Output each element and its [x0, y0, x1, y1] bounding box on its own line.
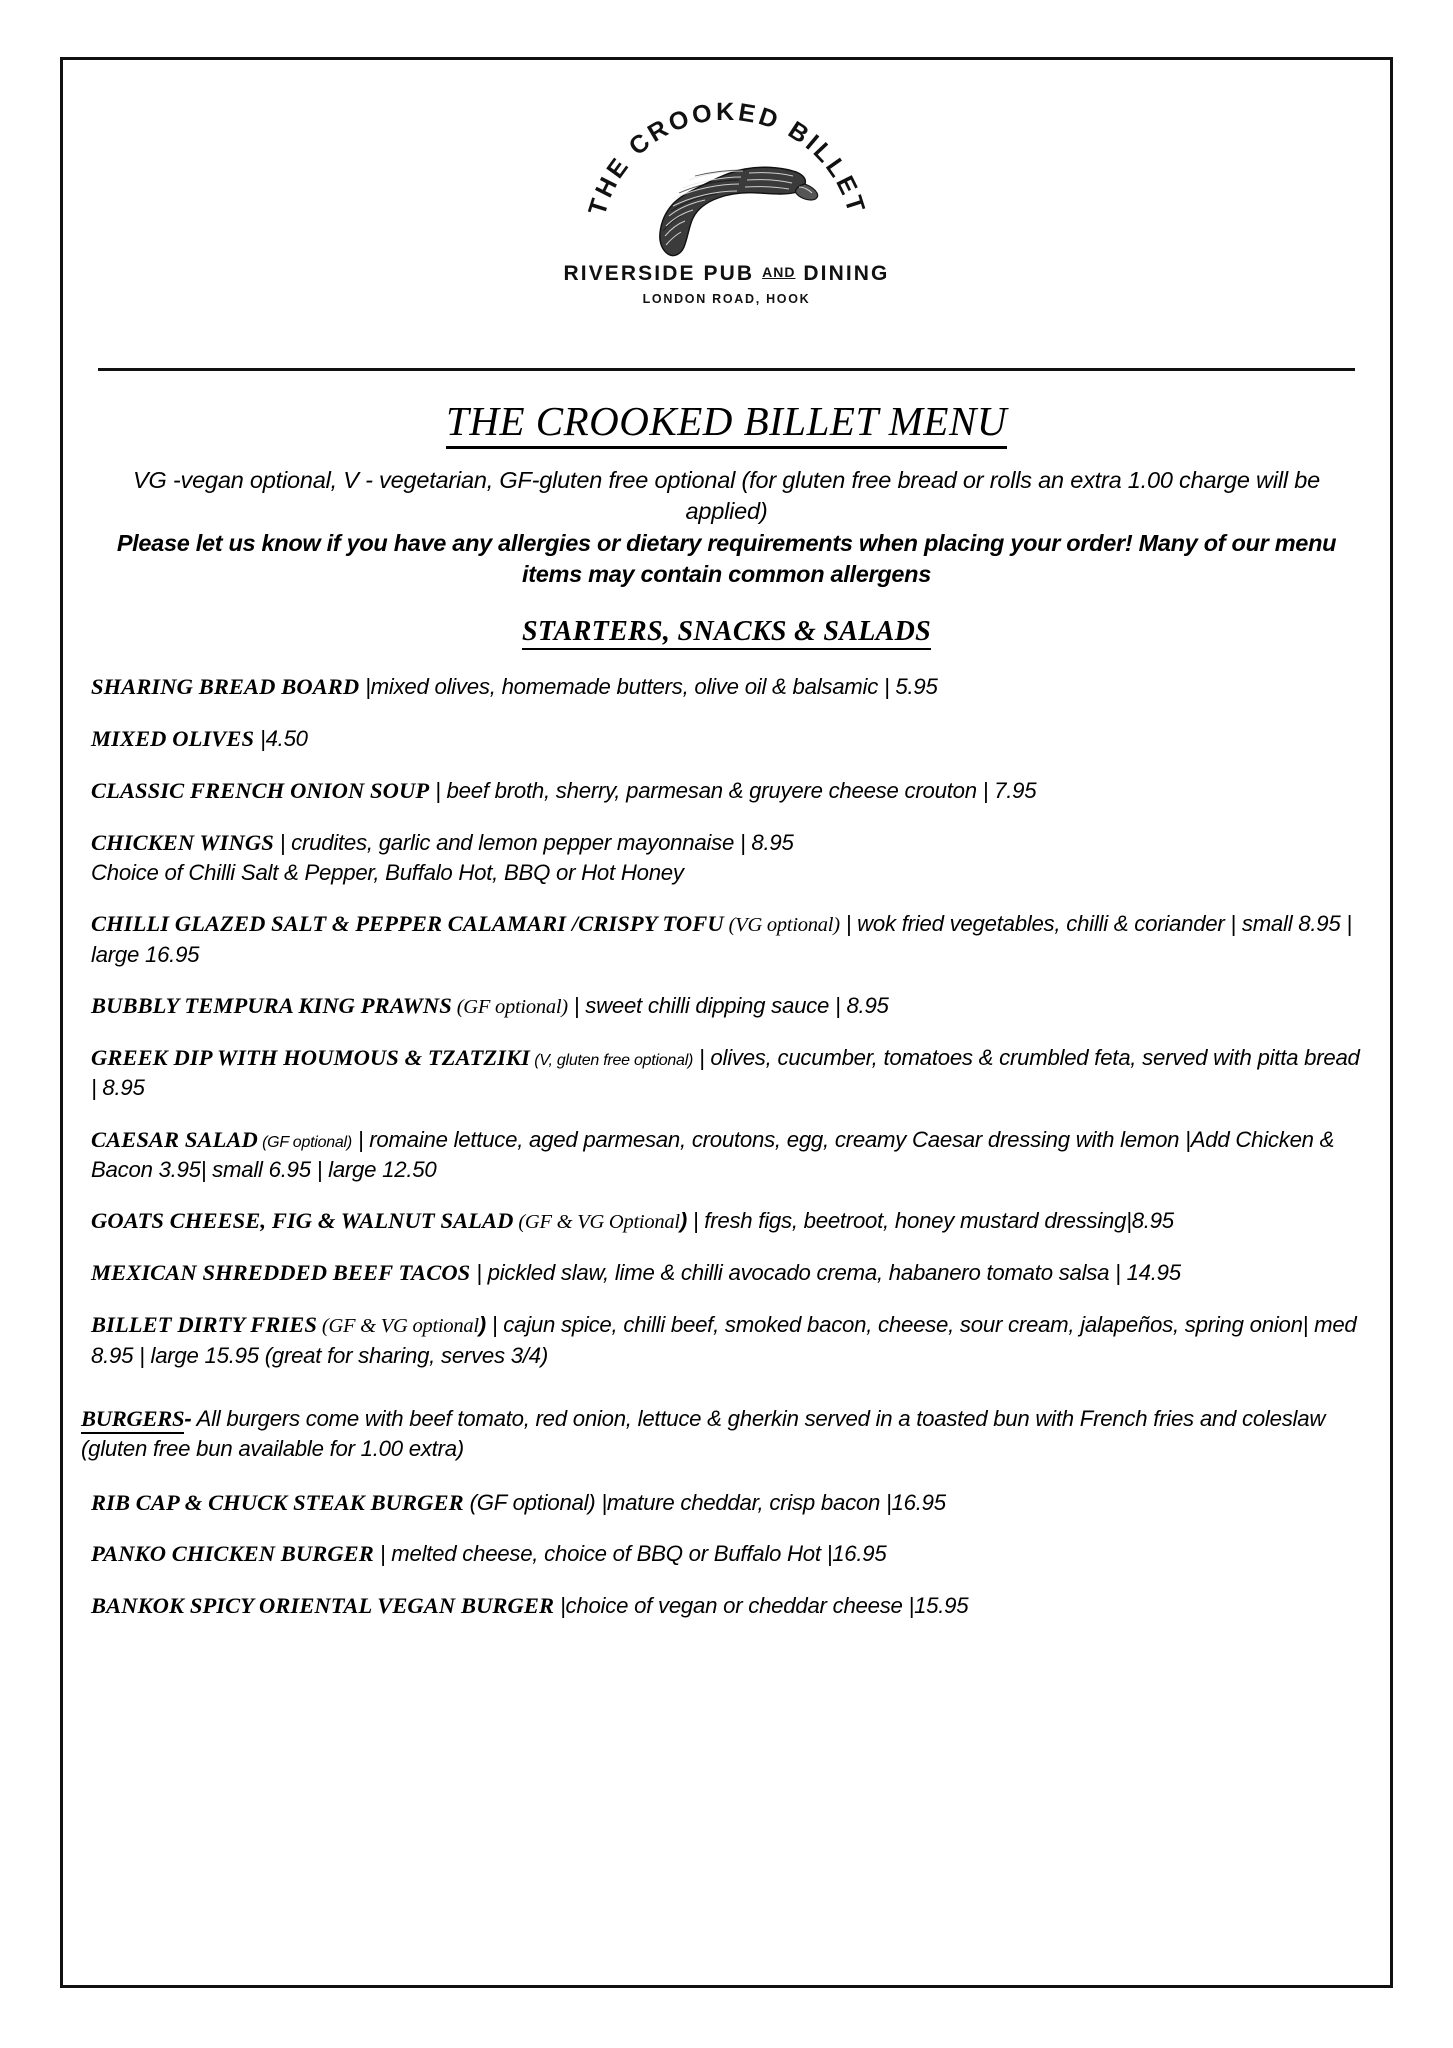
restaurant-logo	[81, 60, 1372, 358]
menu-item-desc: |4.50	[254, 725, 308, 751]
dietary-legend: VG -vegan optional, V - vegetarian, GF-gluten free optional (for gluten free bread or rolls an extra 1.00 charge will be applied)	[133, 467, 1320, 525]
menu-item	[91, 991, 1362, 1021]
menu-item-desc: | crudites, garlic and lemon pepper mayonnaise | 8.95	[273, 829, 794, 855]
menu-item	[91, 1125, 1362, 1184]
menu-item	[91, 828, 1362, 887]
header-divider-rule	[98, 368, 1355, 371]
menu-item	[91, 724, 1362, 754]
menu-item	[91, 1591, 1362, 1621]
logo-mark	[577, 68, 877, 258]
menu-item-desc: | fresh figs, beetroot, honey mustard dressing|8.95	[686, 1208, 1174, 1234]
logo-arc-label: THE CROOKED BILLET	[582, 97, 871, 219]
menu-item-desc: | melted cheese, choice of BBQ or Buffalo Hot |16.95	[373, 1541, 887, 1567]
menu-item-name: CLASSIC FRENCH ONION SOUP	[91, 777, 430, 803]
menu-item-diet-tag: (VG optional)	[723, 914, 840, 937]
menu-item	[91, 909, 1362, 969]
menu-item-desc: |choice of vegan or cheddar cheese |15.95	[554, 1593, 969, 1619]
menu-item-name: GREEK DIP WITH HOUMOUS & TZATZIKI	[91, 1045, 530, 1071]
starters-item-list	[91, 672, 1362, 1370]
menu-item	[91, 1206, 1362, 1236]
menu-item-diet-tag: (GF optional)	[451, 996, 568, 1019]
section-heading-starters-text: STARTERS, SNACKS & SALADS	[522, 616, 931, 650]
menu-item	[91, 672, 1362, 702]
burgers-item-list	[91, 1488, 1362, 1622]
menu-item-diet-tag: (V, gluten free optional)	[530, 1052, 694, 1070]
menu-item-desc: | wok fried vegetables, chilli & coriander | small 8.95 | large 16.95	[91, 911, 1352, 967]
menu-item-desc: | olives, cucumber, tomatoes & crumbled feta, served with pitta bread | 8.95	[91, 1045, 1360, 1101]
section-heading-burgers	[81, 1404, 1372, 1463]
menu-item-name: RIB CAP & CHUCK STEAK BURGER	[91, 1489, 464, 1515]
menu-item-name: BUBBLY TEMPURA KING PRAWNS	[91, 993, 452, 1019]
section-heading-burgers-dash: -	[184, 1406, 192, 1432]
menu-item-desc: | cajun spice, chilli beef, smoked bacon, cheese, sour cream, jalapeños, spring onion| med 8.95 | large 15.95 (great for sharing, serves 3/4)	[91, 1312, 1357, 1368]
menu-item-name: MEXICAN SHREDDED BEEF TACOS	[91, 1260, 471, 1286]
menu-item	[91, 1310, 1362, 1370]
menu-item-desc: | beef broth, sherry, parmesan & gruyere cheese crouton | 7.95	[429, 777, 1037, 803]
allergy-notice: Please let us know if you have any allergies or dietary requirements when placing your order! Many of our menu items may contain common allergens	[116, 530, 1337, 588]
menu-item-name: GOATS CHEESE, FIG & WALNUT SALAD	[91, 1208, 514, 1234]
logo-tagline-part1: RIVERSIDE PUB	[563, 262, 763, 285]
menu-item-diet-tag: (GF optional)	[463, 1489, 596, 1515]
menu-item-diet-tag: (GF & VG Optional	[513, 1211, 680, 1234]
page-title-text: THE CROOKED BILLET MENU	[446, 398, 1007, 449]
menu-item	[91, 1258, 1362, 1288]
menu-item-diet-tag-close: )	[478, 1312, 486, 1338]
logo-tagline-part2: DINING	[795, 262, 890, 285]
menu-item-diet-tag-close: )	[679, 1208, 687, 1234]
menu-item-name: BANKOK SPICY ORIENTAL VEGAN BURGER	[91, 1593, 555, 1619]
menu-item	[91, 1043, 1362, 1102]
menu-item-subline: Choice of Chilli Salt & Pepper, Buffalo Hot, BBQ or Hot Honey	[91, 859, 684, 885]
menu-item	[91, 1539, 1362, 1569]
menu-item-name: CHICKEN WINGS	[91, 829, 274, 855]
page-title	[81, 397, 1372, 445]
menu-item-desc: | pickled slaw, lime & chilli avocado crema, habanero tomato salsa | 14.95	[470, 1260, 1181, 1286]
logo-tagline-and: AND	[762, 264, 796, 280]
menu-page	[60, 57, 1393, 1988]
menu-page-inner	[63, 60, 1390, 1985]
logo-tagline-primary	[81, 262, 1372, 286]
crooked-billet-log-icon	[629, 140, 825, 258]
section-heading-starters	[81, 616, 1372, 648]
menu-item-name: BILLET DIRTY FRIES	[91, 1312, 318, 1338]
menu-item-desc: |mature cheddar, crisp bacon |16.95	[595, 1489, 946, 1515]
section-heading-burgers-note: All burgers come with beef tomato, red onion, lettuce & gherkin served in a toasted bun with French fries and coleslaw (gluten free bun available for 1.00 extra)	[81, 1406, 1326, 1462]
menu-item-diet-tag: (GF optional)	[257, 1133, 352, 1151]
menu-item-name: CHILLI GLAZED SALT & PEPPER CALAMARI /CRISPY TOFU	[91, 911, 724, 937]
menu-item-desc: |mixed olives, homemade butters, olive oil & balsamic | 5.95	[359, 674, 938, 700]
menu-item-name: CAESAR SALAD	[91, 1126, 258, 1152]
menu-item-name: MIXED OLIVES	[91, 725, 255, 751]
section-heading-burgers-text: BURGERS	[81, 1406, 184, 1434]
menu-item-name: PANKO CHICKEN BURGER	[91, 1541, 374, 1567]
menu-item-name: SHARING BREAD BOARD	[91, 674, 360, 700]
menu-item	[91, 1488, 1362, 1518]
menu-item-desc: | romaine lettuce, aged parmesan, croutons, egg, creamy Caesar dressing with lemon |Add Chicken & Bacon 3.95| small 6.95 | large 12.50	[91, 1126, 1335, 1182]
menu-item	[91, 776, 1362, 806]
logo-tagline-address: LONDON ROAD, HOOK	[642, 292, 811, 306]
menu-item-diet-tag: (GF & VG optional	[317, 1315, 479, 1338]
menu-item-desc: | sweet chilli dipping sauce | 8.95	[567, 993, 889, 1019]
